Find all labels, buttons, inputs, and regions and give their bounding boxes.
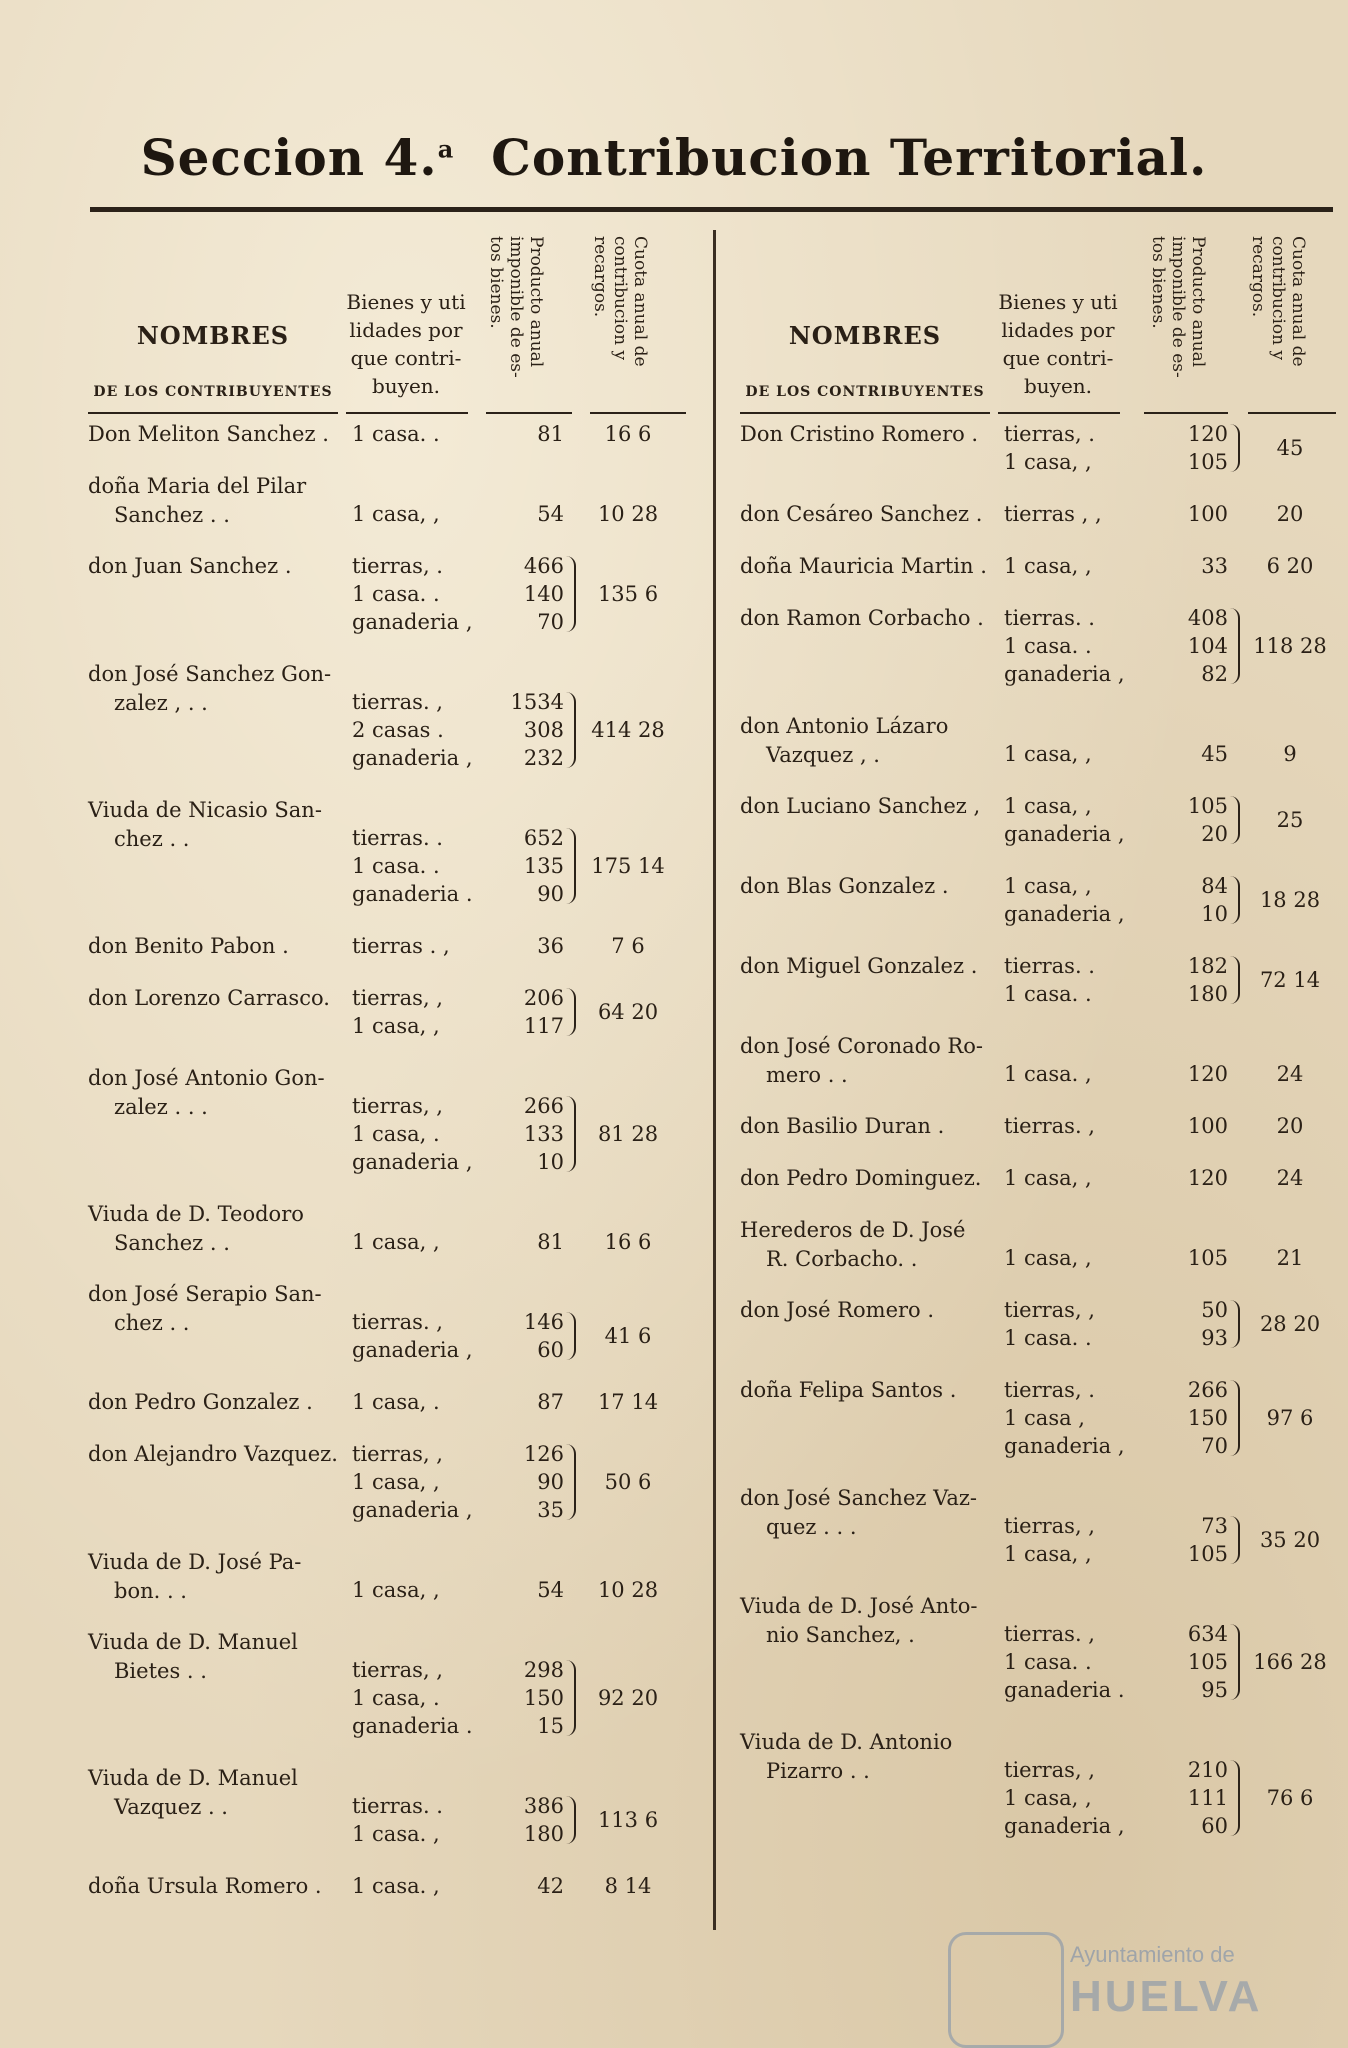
contributor-name: Viuda de D. José Anto- nio Sanchez, . (740, 1594, 978, 1647)
header-rule (88, 412, 338, 414)
contributor-name: don Luciano Sanchez , (740, 794, 981, 818)
table-row (88, 472, 688, 552)
contributor-name: don Cesáreo Sanchez . (740, 502, 983, 526)
header-rule (1248, 412, 1336, 414)
goods-cell: tierras . , (352, 934, 450, 958)
product-cell: 33 (1201, 554, 1228, 578)
table-row (740, 952, 1340, 1032)
header-rule (590, 412, 686, 414)
cuota-cell: 7 6 (611, 934, 645, 958)
contributor-name: doña Ursula Romero . (88, 1874, 322, 1898)
goods-cell: tierras, , 1 casa, , ganaderia , (1004, 1758, 1125, 1838)
product-cell: 206 117 (523, 986, 564, 1038)
product-cell: 105 20 (1187, 794, 1228, 846)
cuota-cell: 45 (1276, 436, 1304, 460)
table-row (740, 1376, 1340, 1484)
column-divider (713, 230, 716, 1930)
table-row (88, 796, 688, 932)
contributor-name: Herederos de D. José R. Corbacho. . (740, 1218, 966, 1271)
goods-cell: tierras. , 1 casa. . ganaderia . (1004, 1622, 1125, 1702)
contributor-name: don Blas Gonzalez . (740, 874, 949, 898)
goods-cell: 1 casa, , ganaderia , (1004, 874, 1125, 926)
goods-cell: tierras. . 1 casa. . (1004, 954, 1095, 1006)
table-row (88, 420, 688, 472)
table-row (88, 984, 688, 1064)
names-header: NOMBRES DE LOS CONTRIBUYENTES (93, 321, 333, 400)
table-row (88, 932, 688, 984)
product-cell: 652 135 90 (523, 826, 564, 906)
goods-cell: tierras, , 1 casa, . ganaderia , (352, 1094, 473, 1174)
contributor-name: don Antonio Lázaro Vazquez , . (740, 714, 949, 767)
table-row (88, 1764, 688, 1872)
goods-cell: tierras. . 1 casa. , (352, 1794, 443, 1846)
goods-cell: tierras , , (1004, 502, 1102, 526)
table-row (740, 792, 1340, 872)
goods-cell: tierras. , ganaderia , (352, 1310, 473, 1362)
cuota-cell: 20 (1276, 1114, 1304, 1138)
table-row (740, 552, 1340, 604)
contributor-name: Viuda de D. Manuel Vazquez . . (88, 1766, 298, 1819)
table-row (740, 500, 1340, 552)
product-cell: 73 105 (1187, 1514, 1228, 1566)
cuota-cell: 8 14 (604, 1874, 652, 1898)
brace (1230, 424, 1240, 472)
product-cell: 634 105 95 (1187, 1622, 1228, 1702)
cuota-cell: 18 28 (1259, 888, 1321, 912)
goods-cell: 1 casa, , (352, 502, 440, 526)
goods-cell: 1 casa, , (1004, 1166, 1092, 1190)
brace (1230, 1760, 1240, 1836)
product-cell: 182 180 (1187, 954, 1228, 1006)
goods-cell: 1 casa. . (352, 422, 440, 446)
cuota-cell: 64 20 (597, 1000, 659, 1024)
cuota-cell: 175 14 (591, 854, 665, 878)
watermark-text: HUELVA (1070, 1972, 1263, 2021)
table-header (88, 230, 688, 420)
cuota-cell: 6 20 (1266, 554, 1314, 578)
contributor-name: don José Sanchez Gon- zalez , . . (88, 662, 332, 715)
product-cell: 81 (537, 422, 564, 446)
watermark-emblem (948, 1932, 1064, 2048)
table-row (88, 1280, 688, 1388)
goods-cell: 1 casa, , (352, 1230, 440, 1254)
goods-header: Bienes y uti lidades por que contri- buyen. (346, 290, 466, 398)
left-table (88, 230, 688, 1924)
cuota-cell: 113 6 (597, 1808, 659, 1832)
goods-cell: 1 casa, . (352, 1390, 440, 1414)
table-row (740, 1296, 1340, 1376)
contributor-name: Don Cristino Romero . (740, 422, 979, 446)
cuota-header: Cuota anual de contribucion y recargos. (1248, 236, 1308, 367)
watermark-text: Ayuntamiento de (1070, 1942, 1235, 1967)
header-rule (998, 412, 1120, 414)
brace (1230, 956, 1240, 1004)
contributor-name: don José Coronado Ro- mero . . (740, 1034, 983, 1087)
table-row (88, 1628, 688, 1764)
table-row (88, 552, 688, 660)
product-cell: 266 150 70 (1187, 1378, 1228, 1458)
header-rule (346, 412, 468, 414)
table-row (740, 1484, 1340, 1592)
goods-cell: tierras. , 2 casas . ganaderia , (352, 690, 473, 770)
cuota-cell: 76 6 (1266, 1786, 1314, 1810)
header-rule (740, 412, 990, 414)
cuota-cell: 41 6 (604, 1324, 652, 1348)
contributor-name: don Basilio Duran . (740, 1114, 945, 1138)
goods-cell: tierras, . 1 casa, , (1004, 422, 1095, 474)
cuota-cell: 10 28 (597, 1578, 659, 1602)
goods-cell: tierras, , 1 casa, , (352, 986, 443, 1038)
cuota-cell: 16 6 (604, 422, 652, 446)
product-cell: 100 (1187, 1114, 1228, 1138)
cuota-cell: 9 (1283, 742, 1297, 766)
table-row (88, 1388, 688, 1440)
contributor-name: don Lorenzo Carrasco. (88, 986, 330, 1010)
cuota-cell: 24 (1276, 1166, 1304, 1190)
cuota-cell: 414 28 (591, 718, 665, 742)
cuota-cell: 35 20 (1259, 1528, 1321, 1552)
table-row (88, 1200, 688, 1280)
goods-cell: tierras, , 1 casa, , ganaderia , (352, 1442, 473, 1522)
cuota-cell: 72 14 (1259, 968, 1321, 992)
header-rule (486, 412, 572, 414)
goods-cell: 1 casa, , (1004, 1246, 1092, 1270)
goods-cell: tierras, , 1 casa, . ganaderia . (352, 1658, 473, 1738)
cuota-cell: 25 (1276, 808, 1304, 832)
contributor-name: don Pedro Dominguez. (740, 1166, 982, 1190)
contributor-name: don José Serapio San- chez . . (88, 1282, 322, 1335)
contributor-name: Viuda de Nicasio San- chez . . (88, 798, 322, 851)
goods-cell: tierras, , 1 casa, , (1004, 1514, 1095, 1566)
table-row (740, 1592, 1340, 1728)
goods-cell: 1 casa. , (1004, 1062, 1092, 1086)
goods-header: Bienes y uti lidades por que contri- buyen. (998, 290, 1118, 398)
cuota-cell: 166 28 (1253, 1650, 1327, 1674)
title-rule (90, 207, 1333, 212)
table-row (88, 1872, 688, 1924)
contributor-name: doña Mauricia Martin . (740, 554, 987, 578)
contributor-name: don José Antonio Gon- zalez . . . (88, 1066, 325, 1119)
table-row (88, 1548, 688, 1628)
contributor-name: doña Maria del Pilar Sanchez . . (88, 474, 307, 527)
cuota-cell: 50 6 (604, 1470, 652, 1494)
product-cell: 120 (1187, 1062, 1228, 1086)
goods-cell: tierras, , 1 casa. . (1004, 1298, 1095, 1350)
brace (1230, 1624, 1240, 1700)
contributor-name: doña Felipa Santos . (740, 1378, 957, 1402)
contributor-name: don José Romero . (740, 1298, 935, 1322)
cuota-cell: 16 6 (604, 1230, 652, 1254)
product-cell: 81 (537, 1230, 564, 1254)
goods-cell: 1 casa, , ganaderia , (1004, 794, 1125, 846)
cuota-cell: 21 (1276, 1246, 1304, 1270)
product-cell: 386 180 (523, 1794, 564, 1846)
product-cell: 146 60 (523, 1310, 564, 1362)
product-cell: 266 133 10 (523, 1094, 564, 1174)
table-row (88, 660, 688, 796)
goods-cell: 1 casa. , (352, 1874, 440, 1898)
table-row (88, 1440, 688, 1548)
product-cell: 50 93 (1201, 1298, 1228, 1350)
goods-cell: tierras, . 1 casa , ganaderia , (1004, 1378, 1125, 1458)
brace (1230, 796, 1240, 844)
product-header: Producto anual imponible de es- tos bienes. (486, 236, 546, 378)
goods-cell: 1 casa, , (1004, 742, 1092, 766)
product-cell: 54 (537, 502, 564, 526)
brace (1230, 1516, 1240, 1564)
product-cell: 120 (1187, 1166, 1228, 1190)
contributor-name: don Pedro Gonzalez . (88, 1390, 313, 1414)
table-row (88, 1064, 688, 1200)
goods-cell: tierras. , (1004, 1114, 1095, 1138)
contributor-name: don Ramon Corbacho . (740, 606, 984, 630)
left-rows (88, 420, 688, 1924)
product-cell: 126 90 35 (523, 1442, 564, 1522)
product-cell: 466 140 70 (523, 554, 564, 634)
product-cell: 408 104 82 (1187, 606, 1228, 686)
contributor-name: Viuda de D. Manuel Bietes . . (88, 1630, 298, 1683)
product-cell: 45 (1201, 742, 1228, 766)
cuota-cell: 28 20 (1259, 1312, 1321, 1336)
table-row (740, 420, 1340, 500)
right-table (740, 230, 1340, 1864)
table-row (740, 712, 1340, 792)
cuota-cell: 97 6 (1266, 1406, 1314, 1430)
brace (1230, 608, 1240, 684)
table-row (740, 1216, 1340, 1296)
product-cell: 210 111 60 (1187, 1758, 1228, 1838)
product-cell: 120 105 (1187, 422, 1228, 474)
contributor-name: don José Sanchez Vaz- quez . . . (740, 1486, 978, 1539)
brace (1230, 1380, 1240, 1456)
product-cell: 87 (537, 1390, 564, 1414)
contributor-name: don Miguel Gonzalez . (740, 954, 978, 978)
brace (1230, 876, 1240, 924)
cuota-cell: 24 (1276, 1062, 1304, 1086)
product-cell: 54 (537, 1578, 564, 1602)
cuota-cell: 10 28 (597, 502, 659, 526)
contributor-name: don Benito Pabon . (88, 934, 289, 958)
cuota-header: Cuota anual de contribucion y recargos. (590, 236, 650, 367)
contributor-name: Viuda de D. Antonio Pizarro . . (740, 1730, 953, 1783)
product-cell: 42 (537, 1874, 564, 1898)
contributor-name: Don Meliton Sanchez . (88, 422, 329, 446)
brace (1230, 1300, 1240, 1348)
contributor-name: Viuda de D. Teodoro Sanchez . . (88, 1202, 304, 1255)
table-row (740, 1112, 1340, 1164)
table-row (740, 872, 1340, 952)
goods-cell: 1 casa, , (1004, 554, 1092, 578)
cuota-cell: 118 28 (1253, 634, 1327, 658)
product-cell: 100 (1187, 502, 1228, 526)
table-header (740, 230, 1340, 420)
contributor-name: don Juan Sanchez . (88, 554, 292, 578)
goods-cell: tierras, . 1 casa. . ganaderia , (352, 554, 473, 634)
table-row (740, 604, 1340, 712)
cuota-cell: 17 14 (597, 1390, 659, 1414)
goods-cell: 1 casa, , (352, 1578, 440, 1602)
product-cell: 84 10 (1201, 874, 1228, 926)
cuota-cell: 81 28 (597, 1122, 659, 1146)
header-rule (1144, 412, 1228, 414)
contributor-name: Viuda de D. José Pa- bon. . . (88, 1550, 302, 1603)
product-cell: 36 (537, 934, 564, 958)
cuota-cell: 92 20 (597, 1686, 659, 1710)
contributor-name: don Alejandro Vazquez. (88, 1442, 338, 1466)
table-row (740, 1032, 1340, 1112)
product-cell: 105 (1187, 1246, 1228, 1270)
table-row (740, 1164, 1340, 1216)
names-header: NOMBRES DE LOS CONTRIBUYENTES (745, 321, 985, 400)
cuota-cell: 20 (1276, 502, 1304, 526)
cuota-cell: 135 6 (597, 582, 659, 606)
right-rows (740, 420, 1340, 1864)
product-cell: 1534 308 232 (510, 690, 564, 770)
page-title: Seccion 4.$^a$ Contribucion Territorial. (140, 128, 1208, 187)
product-cell: 298 150 15 (523, 1658, 564, 1738)
table-row (740, 1728, 1340, 1864)
goods-cell: tierras. . 1 casa. . ganaderia . (352, 826, 473, 906)
product-header: Producto anual imponible de es- tos bienes. (1148, 236, 1208, 378)
goods-cell: tierras. . 1 casa. . ganaderia , (1004, 606, 1125, 686)
